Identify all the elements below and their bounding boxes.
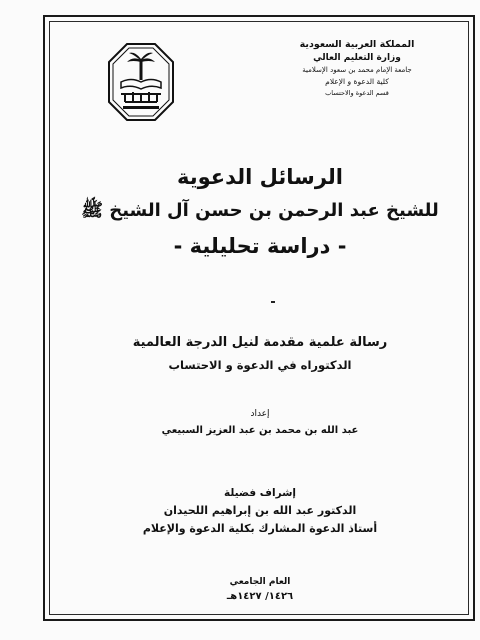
prepared-by-label: إعداد: [250, 409, 270, 419]
prepared-by: [60, 407, 460, 441]
supervision: [60, 484, 460, 538]
degree-line-2: الدكتوراه في الدعوة و الاحتساب: [168, 358, 352, 372]
supervisor-name: الدكتور عبد الله بن إبراهيم اللحيدان: [163, 504, 357, 517]
thesis-title: [60, 160, 460, 264]
title-line-1: الرسائل الدعوية: [177, 165, 343, 189]
title-line-2: للشيخ عبد الرحمن بن حسن آل الشيخ ﷺ: [81, 200, 439, 221]
institution-header: [262, 38, 452, 98]
university-logo-icon: [107, 42, 175, 122]
header-university: جامعة الإمام محمد بن سعود الإسلامية: [302, 66, 412, 74]
academic-year: [60, 575, 460, 605]
academic-year-label: العام الجامعي: [229, 577, 291, 587]
degree-statement: [60, 332, 460, 376]
supervisor-title: أستاذ الدعوة المشارك بكلية الدعوة والإعلام: [142, 522, 378, 535]
supervision-label: إشراف فضيلة: [223, 487, 297, 499]
degree-line-1: رسالة علمية مقدمة لنيل الدرجة العالمية: [132, 335, 388, 350]
academic-year-value: ١٤٢٦/ ١٤٢٧هـ: [226, 591, 294, 602]
scan-speck: [271, 301, 275, 303]
title-line-3: - دراسة تحليلية -: [173, 234, 347, 258]
header-college: كلية الدعوة و الإعلام: [325, 77, 389, 86]
header-department: قسم الدعوة والاحتساب: [325, 89, 389, 97]
header-country: المملكة العربية السعودية: [299, 39, 415, 50]
author-name: عبد الله بن محمد بن عبد العزيز السبيعي: [161, 425, 359, 436]
header-ministry: وزارة التعليم العالي: [313, 53, 401, 63]
